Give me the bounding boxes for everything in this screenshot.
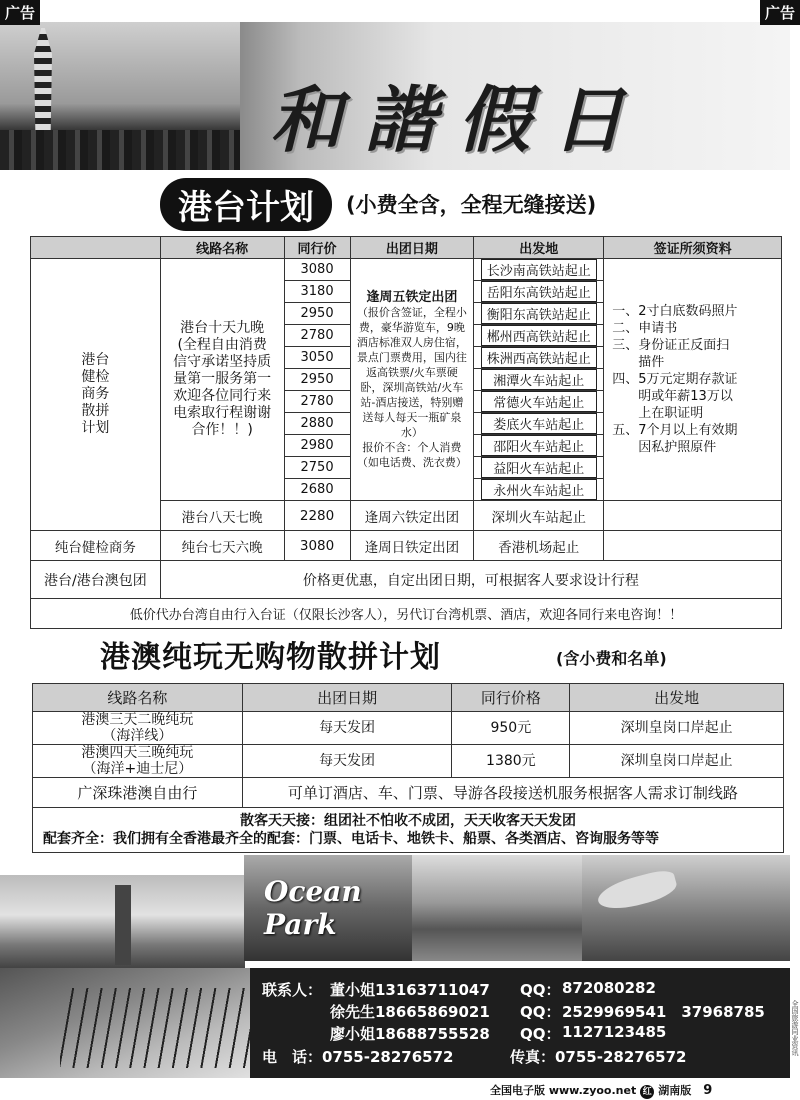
date-cell: 每天发团 bbox=[242, 712, 452, 745]
section2-note: (含小费和名单) bbox=[556, 649, 667, 668]
table-row bbox=[31, 531, 782, 561]
route-cell: 港澳三天二晚纯玩 （海洋线） bbox=[33, 712, 243, 745]
charter-text: 价格更优惠，自定出团日期，可根据客人要求设计行程 bbox=[160, 561, 781, 599]
sidebar-text: 全国旅游同业资讯 bbox=[791, 1000, 799, 1056]
qq-number: 872080282 bbox=[562, 979, 656, 997]
table-row bbox=[33, 745, 784, 778]
price-cell: 2950 bbox=[284, 369, 350, 391]
price-cell: 2980 bbox=[284, 435, 350, 457]
header-cell: 出发地 bbox=[570, 684, 784, 712]
origin-cell: 益阳火车站起止 bbox=[481, 457, 597, 478]
visa-cell bbox=[604, 501, 782, 531]
departure-title: 逢周五铁定出团 bbox=[366, 289, 458, 305]
table-header-row bbox=[31, 237, 782, 259]
section2-title: 港澳纯玩无购物散拼计划 bbox=[100, 640, 441, 675]
origin-cell: 岳阳东高铁站起止 bbox=[481, 281, 597, 302]
price-cell: 1380元 bbox=[452, 745, 570, 778]
section1-title-text: 港台计划 bbox=[160, 178, 332, 231]
header-cell bbox=[31, 237, 161, 259]
header-cell: 签证所须资料 bbox=[604, 237, 782, 259]
qq-label: QQ： bbox=[520, 981, 561, 999]
price-cell: 2280 bbox=[284, 501, 350, 531]
departure-cell: 逢周日铁定出团 bbox=[350, 531, 474, 561]
route-cell: 港澳四天三晚纯玩 （海洋+迪士尼） bbox=[33, 745, 243, 778]
price-cell: 2680 bbox=[284, 479, 350, 501]
hk-taiwan-table bbox=[30, 236, 782, 629]
origin-cell: 深圳皇岗口岸起止 bbox=[570, 712, 784, 745]
table-row bbox=[31, 561, 782, 599]
promenade-photo bbox=[0, 968, 250, 1078]
phone-number: 电 话：0755-28276572 bbox=[262, 1048, 454, 1066]
route-cell: 纯台七天六晚 bbox=[160, 531, 284, 561]
section1-title bbox=[160, 180, 596, 228]
footer-badge: 红 bbox=[640, 1085, 654, 1099]
origin-cell: 香港机场起止 bbox=[474, 531, 604, 561]
departure-exclusions: 报价不含：个人消费（如电话费、洗衣费） bbox=[356, 440, 467, 469]
route-cell: 港台十天九晚 (全程自由消费 信守承诺坚持质 量第一服务第一 欢迎各位同行来 电索取行程谢谢 合作！！) bbox=[160, 259, 284, 501]
ad-label-left: 广告 bbox=[0, 0, 40, 25]
contact-label: 联系人： bbox=[262, 981, 323, 999]
visa-cell: 一、2寸白底数码照片 二、申请书 三、身份证正反面扫 描件 四、5万元定期存款证 明或年薪13万以 上在职证明 五、7个月以上有效期 因私护照原件 bbox=[604, 259, 782, 501]
fax-number: 传真：0755-28276572 bbox=[510, 1048, 687, 1066]
origin-cell: 深圳皇岗口岸起止 bbox=[570, 745, 784, 778]
qq-number: 1127123485 bbox=[562, 1023, 667, 1041]
free-travel-label: 广深珠港澳自由行 bbox=[33, 778, 243, 808]
photo-strip bbox=[0, 855, 790, 970]
city-photo bbox=[0, 22, 240, 170]
ad-label-right: 广告 bbox=[760, 0, 800, 25]
origin-cell: 永州火车站起止 bbox=[481, 479, 597, 500]
origin-cell: 衡阳东高铁站起止 bbox=[481, 303, 597, 324]
page-number: 9 bbox=[703, 1083, 713, 1098]
price-cell: 950元 bbox=[452, 712, 570, 745]
contact-panel bbox=[0, 968, 790, 1078]
price-cell: 2880 bbox=[284, 413, 350, 435]
footer-edition: 湖南版 bbox=[658, 1084, 692, 1097]
origin-cell: 株洲西高铁站起止 bbox=[481, 347, 597, 368]
highlight-line-1: 散客天天接：组团社不怕收不成团，天天收客天天发团 bbox=[240, 813, 576, 829]
footer-site: 全国电子版 www.zyoo.net bbox=[490, 1084, 637, 1097]
departure-details: （报价含签证，全程小费，豪华游览车，9晚酒店标准双人房住宿，景点门票费用，国内往返高铁票/火车票硬卧，深圳高铁站/火车站-酒店接送，特别赠送每人每天一瓶矿泉水） bbox=[356, 305, 467, 439]
departure-cell: 逢周六铁定出团 bbox=[350, 501, 474, 531]
price-cell: 3080 bbox=[284, 259, 350, 281]
header-cell: 出团日期 bbox=[350, 237, 474, 259]
header-cell: 同行价格 bbox=[452, 684, 570, 712]
origin-cell: 娄底火车站起止 bbox=[481, 413, 597, 434]
price-cell: 2950 bbox=[284, 303, 350, 325]
highlight-box bbox=[33, 808, 784, 853]
origin-cell: 深圳火车站起止 bbox=[474, 501, 604, 531]
header-cell: 出团日期 bbox=[242, 684, 452, 712]
origin-cell: 长沙南高铁站起止 bbox=[481, 259, 597, 280]
shark-shape bbox=[595, 867, 680, 915]
origin-cell: 郴州西高铁站起止 bbox=[481, 325, 597, 346]
price-cell: 3180 bbox=[284, 281, 350, 303]
price-cell: 3050 bbox=[284, 347, 350, 369]
railing-shape bbox=[60, 988, 250, 1068]
category-cell: 纯台健检商务 bbox=[31, 531, 161, 561]
origin-cell: 常德火车站起止 bbox=[481, 391, 597, 412]
ocean-park-sign: Ocean Park bbox=[264, 875, 362, 941]
price-cell: 2780 bbox=[284, 325, 350, 347]
contact-person: 董小姐13163711047 bbox=[330, 981, 490, 999]
city-skyline bbox=[0, 130, 240, 170]
category-cell: 港台 健检 商务 散拼 计划 bbox=[31, 259, 161, 531]
header-cell: 线路名称 bbox=[160, 237, 284, 259]
visa-cell bbox=[604, 531, 782, 561]
price-cell: 3080 bbox=[284, 531, 350, 561]
header-cell: 出发地 bbox=[474, 237, 604, 259]
hk-macau-table bbox=[32, 683, 784, 853]
brand-logo: 和諧假日 bbox=[270, 77, 647, 162]
departure-cell bbox=[350, 259, 474, 501]
banner bbox=[0, 22, 790, 170]
price-cell: 2750 bbox=[284, 457, 350, 479]
contact-person: 徐先生18665869021 bbox=[330, 1003, 490, 1021]
hongkong-harbour-photo bbox=[0, 875, 245, 975]
section1-subtitle: (小费全含，全程无缝接送) bbox=[346, 193, 597, 217]
qq-number: 2529969541 37968785 bbox=[562, 1003, 765, 1021]
contact-person: 廖小姐18688755528 bbox=[330, 1025, 490, 1043]
qq-label: QQ： bbox=[520, 1003, 561, 1021]
charter-label: 港台/港台澳包团 bbox=[31, 561, 161, 599]
highlight-line-2: 配套齐全：我们拥有全香港最齐全的配套：门票、电话卡、地铁卡、船票、各类酒店、咨询服务等等 bbox=[43, 831, 659, 847]
footnote: 低价代办台湾自由行入台证（仅限长沙客人），另代订台湾机票、酒店，欢迎各同行来电咨询！！ bbox=[31, 599, 782, 629]
route-cell: 港台八天七晚 bbox=[160, 501, 284, 531]
date-cell: 每天发团 bbox=[242, 745, 452, 778]
header-cell: 线路名称 bbox=[33, 684, 243, 712]
qq-label: QQ： bbox=[520, 1025, 561, 1043]
table-row bbox=[33, 712, 784, 745]
table-row bbox=[31, 599, 782, 629]
shark-aquarium-photo bbox=[582, 855, 790, 961]
table-row bbox=[31, 259, 782, 281]
price-cell: 2780 bbox=[284, 391, 350, 413]
origin-cell: 湘潭火车站起止 bbox=[481, 369, 597, 390]
page-footer bbox=[490, 1082, 712, 1099]
skyscraper-shape bbox=[115, 885, 131, 965]
ocean-park-photo bbox=[244, 855, 412, 961]
origin-cell: 邵阳火车站起止 bbox=[481, 435, 597, 456]
header-cell: 同行价 bbox=[284, 237, 350, 259]
table-header-row bbox=[33, 684, 784, 712]
free-travel-text: 可单订酒店、车、门票、导游各段接送机服务根据客人需求订制线路 bbox=[242, 778, 783, 808]
theme-park-photo bbox=[412, 855, 582, 961]
table-row bbox=[33, 778, 784, 808]
table-row bbox=[33, 808, 784, 853]
